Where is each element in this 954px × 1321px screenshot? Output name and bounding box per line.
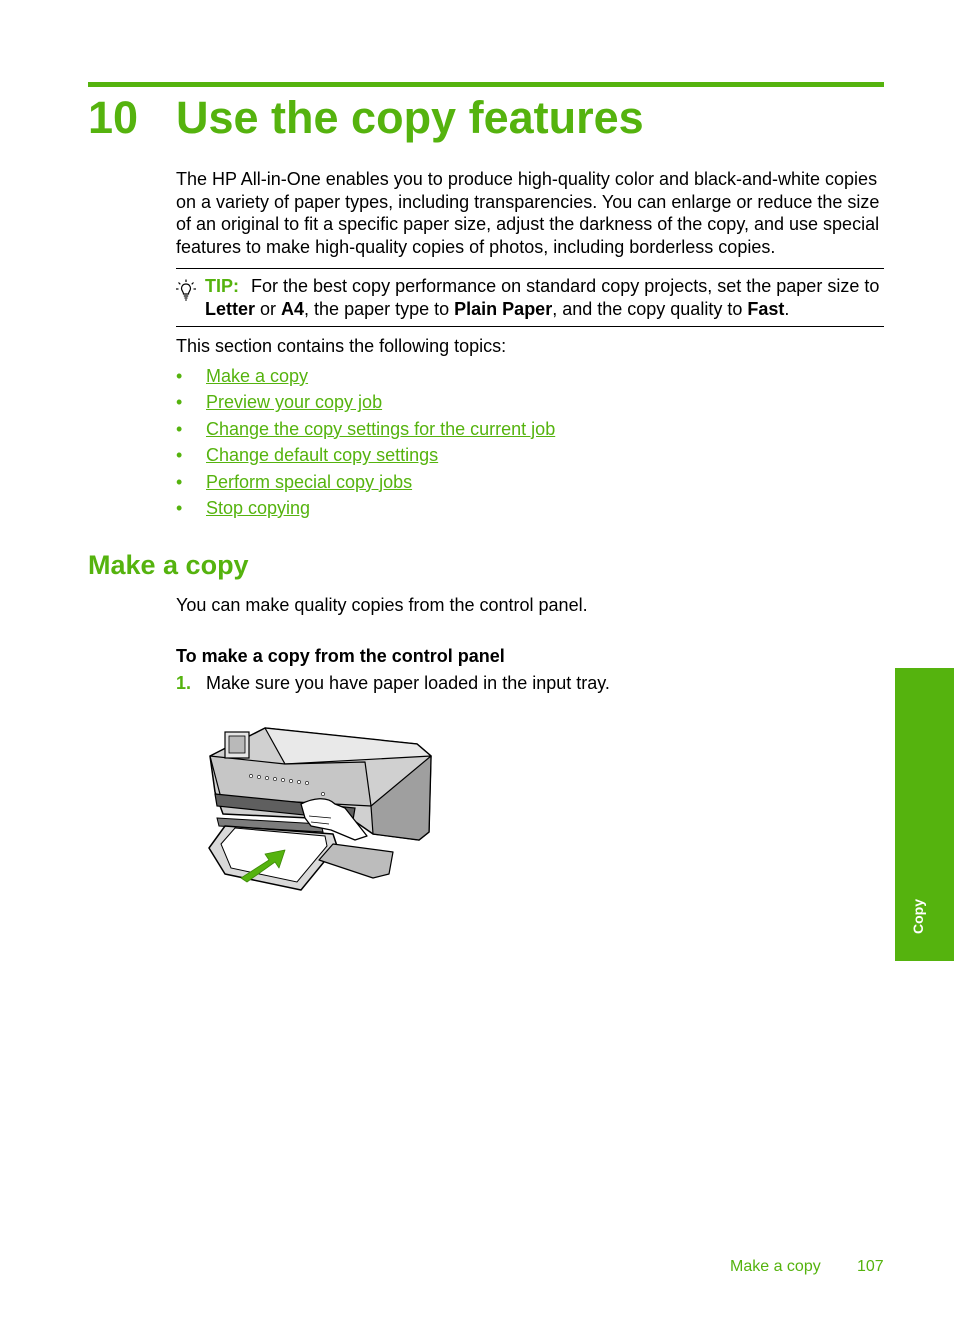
list-item xyxy=(176,418,555,444)
topic-link-special-copy-jobs[interactable]: Perform special copy jobs xyxy=(206,471,413,492)
lightbulb-icon xyxy=(176,279,196,301)
list-item xyxy=(176,391,555,417)
tip-text xyxy=(205,275,885,320)
chapter-number: 10 xyxy=(88,92,139,143)
topic-link-stop-copying[interactable]: Stop copying xyxy=(206,497,311,518)
topics-list xyxy=(176,365,555,523)
tip-label: TIP: xyxy=(205,276,239,296)
topic-link-change-default-settings[interactable]: Change default copy settings xyxy=(206,445,439,466)
list-item xyxy=(176,444,555,470)
chapter-title xyxy=(88,92,644,144)
bullet: • xyxy=(176,392,183,413)
step-text: Make sure you have paper loaded in the input tray. xyxy=(206,673,610,693)
tip-text-segment: . xyxy=(784,298,790,319)
printer-loading-paper-illustration xyxy=(205,722,437,898)
list-item xyxy=(176,365,555,391)
tip-bold-a4: A4 xyxy=(281,298,305,319)
tip-bold-plain-paper: Plain Paper xyxy=(454,298,553,319)
tip-box xyxy=(176,268,884,327)
bullet: • xyxy=(176,445,183,466)
topic-link-make-a-copy[interactable]: Make a copy xyxy=(206,366,309,386)
list-item xyxy=(176,497,555,523)
topics-intro: This section contains the following topics: xyxy=(176,336,507,356)
tip-bold-fast: Fast xyxy=(747,298,785,319)
tip-text-segment: , and the copy quality to xyxy=(552,298,748,319)
footer-page-number: 107 xyxy=(857,1258,884,1275)
intro-paragraph: The HP All-in-One enables you to produce high-quality color and black-and-white copies on a variety of paper types, including transparencies. You can enlarge or reduce the size of an original to fit a specific paper size, adjust the darkness of the copy, and use special features to make high-quality copies of photos, including borderless copies. xyxy=(176,169,880,257)
section-intro: You can make quality copies from the control panel. xyxy=(176,595,588,615)
procedure-step xyxy=(176,672,610,695)
section-title: Make a copy xyxy=(88,550,249,580)
list-item xyxy=(176,471,555,497)
step-number: 1. xyxy=(176,673,192,693)
topic-link-preview-copy-job[interactable]: Preview your copy job xyxy=(206,392,383,413)
tip-text-segment: , the paper type to xyxy=(304,298,455,319)
chapter-top-rule xyxy=(88,82,884,87)
side-tab-label: Copy xyxy=(910,899,926,934)
procedure-title: To make a copy from the control panel xyxy=(176,646,505,666)
tip-text-segment: For the best copy performance on standard copy projects, set the paper size to xyxy=(251,276,880,296)
bullet: • xyxy=(176,366,183,386)
bullet: • xyxy=(176,471,183,492)
topic-link-change-current-settings[interactable]: Change the copy settings for the current job xyxy=(206,418,556,439)
tip-bold-letter: Letter xyxy=(205,298,256,319)
bullet: • xyxy=(176,497,183,518)
tip-text-segment: or xyxy=(255,298,282,319)
chapter-title-text: Use the copy features xyxy=(176,92,644,143)
bullet: • xyxy=(176,418,183,439)
footer-section-name: Make a copy xyxy=(730,1258,821,1275)
